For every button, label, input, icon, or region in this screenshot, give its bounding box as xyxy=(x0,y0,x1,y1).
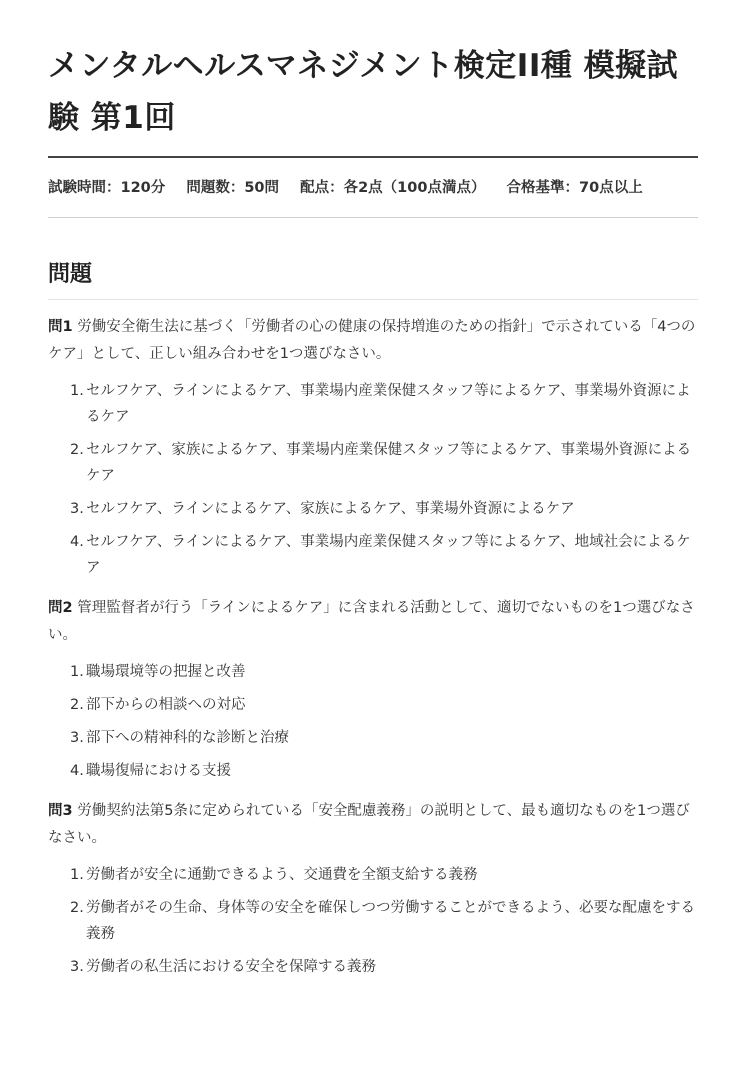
section-divider xyxy=(48,299,698,300)
option-item xyxy=(70,496,698,522)
question-number: 問3 xyxy=(48,803,73,819)
option-marker: 2. xyxy=(70,442,84,458)
passing-criteria: 合格基準：70点以上 xyxy=(506,180,643,196)
section-heading: 問題 xyxy=(48,262,93,287)
question-3 xyxy=(48,798,698,980)
option-marker: 2. xyxy=(70,900,84,916)
option-item xyxy=(70,529,698,581)
option-item xyxy=(70,954,698,980)
option-marker: 1. xyxy=(70,383,84,399)
option-text: セルフケア、ラインによるケア、家族によるケア、事業場外資源によるケア xyxy=(86,501,575,517)
option-item xyxy=(70,437,698,489)
option-text: 職場復帰における支援 xyxy=(86,763,231,779)
question-body: 労働契約法第5条に定められている「安全配慮義務」の説明として、最も適切なものを1つ選びなさい。 xyxy=(48,803,690,846)
option-list xyxy=(48,862,698,980)
question-text xyxy=(48,798,698,852)
question-1 xyxy=(48,314,698,581)
option-text: 職場環境等の把握と改善 xyxy=(86,664,246,680)
option-item xyxy=(70,758,698,784)
option-marker: 1. xyxy=(70,867,84,883)
question-body: 管理監督者が行う「ラインによるケア」に含まれる活動として、適切でないものを1つ選びなさい。 xyxy=(48,600,695,643)
question-number: 問1 xyxy=(48,319,73,335)
question-text xyxy=(48,595,698,649)
exam-time: 試験時間：120分 xyxy=(48,180,166,196)
option-marker: 3. xyxy=(70,959,84,975)
question-body: 労働安全衛生法に基づく「労働者の心の健康の保持増進のための指針」で示されている「4つのケア」として、正しい組み合わせを1つ選びなさい。 xyxy=(48,319,696,362)
question-text xyxy=(48,314,698,368)
exam-info xyxy=(48,158,698,217)
option-text: 部下からの相談への対応 xyxy=(86,697,246,713)
option-text: 労働者が安全に通勤できるよう、交通費を全額支給する義務 xyxy=(86,867,478,883)
option-marker: 4. xyxy=(70,763,84,779)
option-item xyxy=(70,659,698,685)
option-text: セルフケア、家族によるケア、事業場内産業保健スタッフ等によるケア、事業場外資源によるケア xyxy=(86,442,692,484)
question-2 xyxy=(48,595,698,784)
option-text: 部下への精神科的な診断と治療 xyxy=(86,730,289,746)
option-text: 労働者の私生活における安全を保障する義務 xyxy=(86,959,376,975)
option-marker: 4. xyxy=(70,534,84,550)
option-item xyxy=(70,895,698,947)
option-list xyxy=(48,659,698,784)
option-text: セルフケア、ラインによるケア、事業場内産業保健スタッフ等によるケア、事業場外資源によるケア xyxy=(86,383,691,425)
option-text: セルフケア、ラインによるケア、事業場内産業保健スタッフ等によるケア、地域社会によるケア xyxy=(86,534,691,576)
question-count: 問題数：50問 xyxy=(186,180,280,196)
option-marker: 2. xyxy=(70,697,84,713)
question-number: 問2 xyxy=(48,600,73,616)
option-marker: 3. xyxy=(70,730,84,746)
option-marker: 1. xyxy=(70,664,84,680)
option-list xyxy=(48,378,698,581)
point-allocation: 配点：各2点（100点満点） xyxy=(300,180,486,196)
option-marker: 3. xyxy=(70,501,84,517)
option-text: 労働者がその生命、身体等の安全を確保しつつ労働することができるよう、必要な配慮をする義務 xyxy=(86,900,695,942)
page-title: メンタルヘルスマネジメント検定II種 模擬試験 第1回 xyxy=(48,48,679,136)
option-item xyxy=(70,725,698,751)
option-item xyxy=(70,692,698,718)
option-item xyxy=(70,378,698,430)
option-item xyxy=(70,862,698,888)
